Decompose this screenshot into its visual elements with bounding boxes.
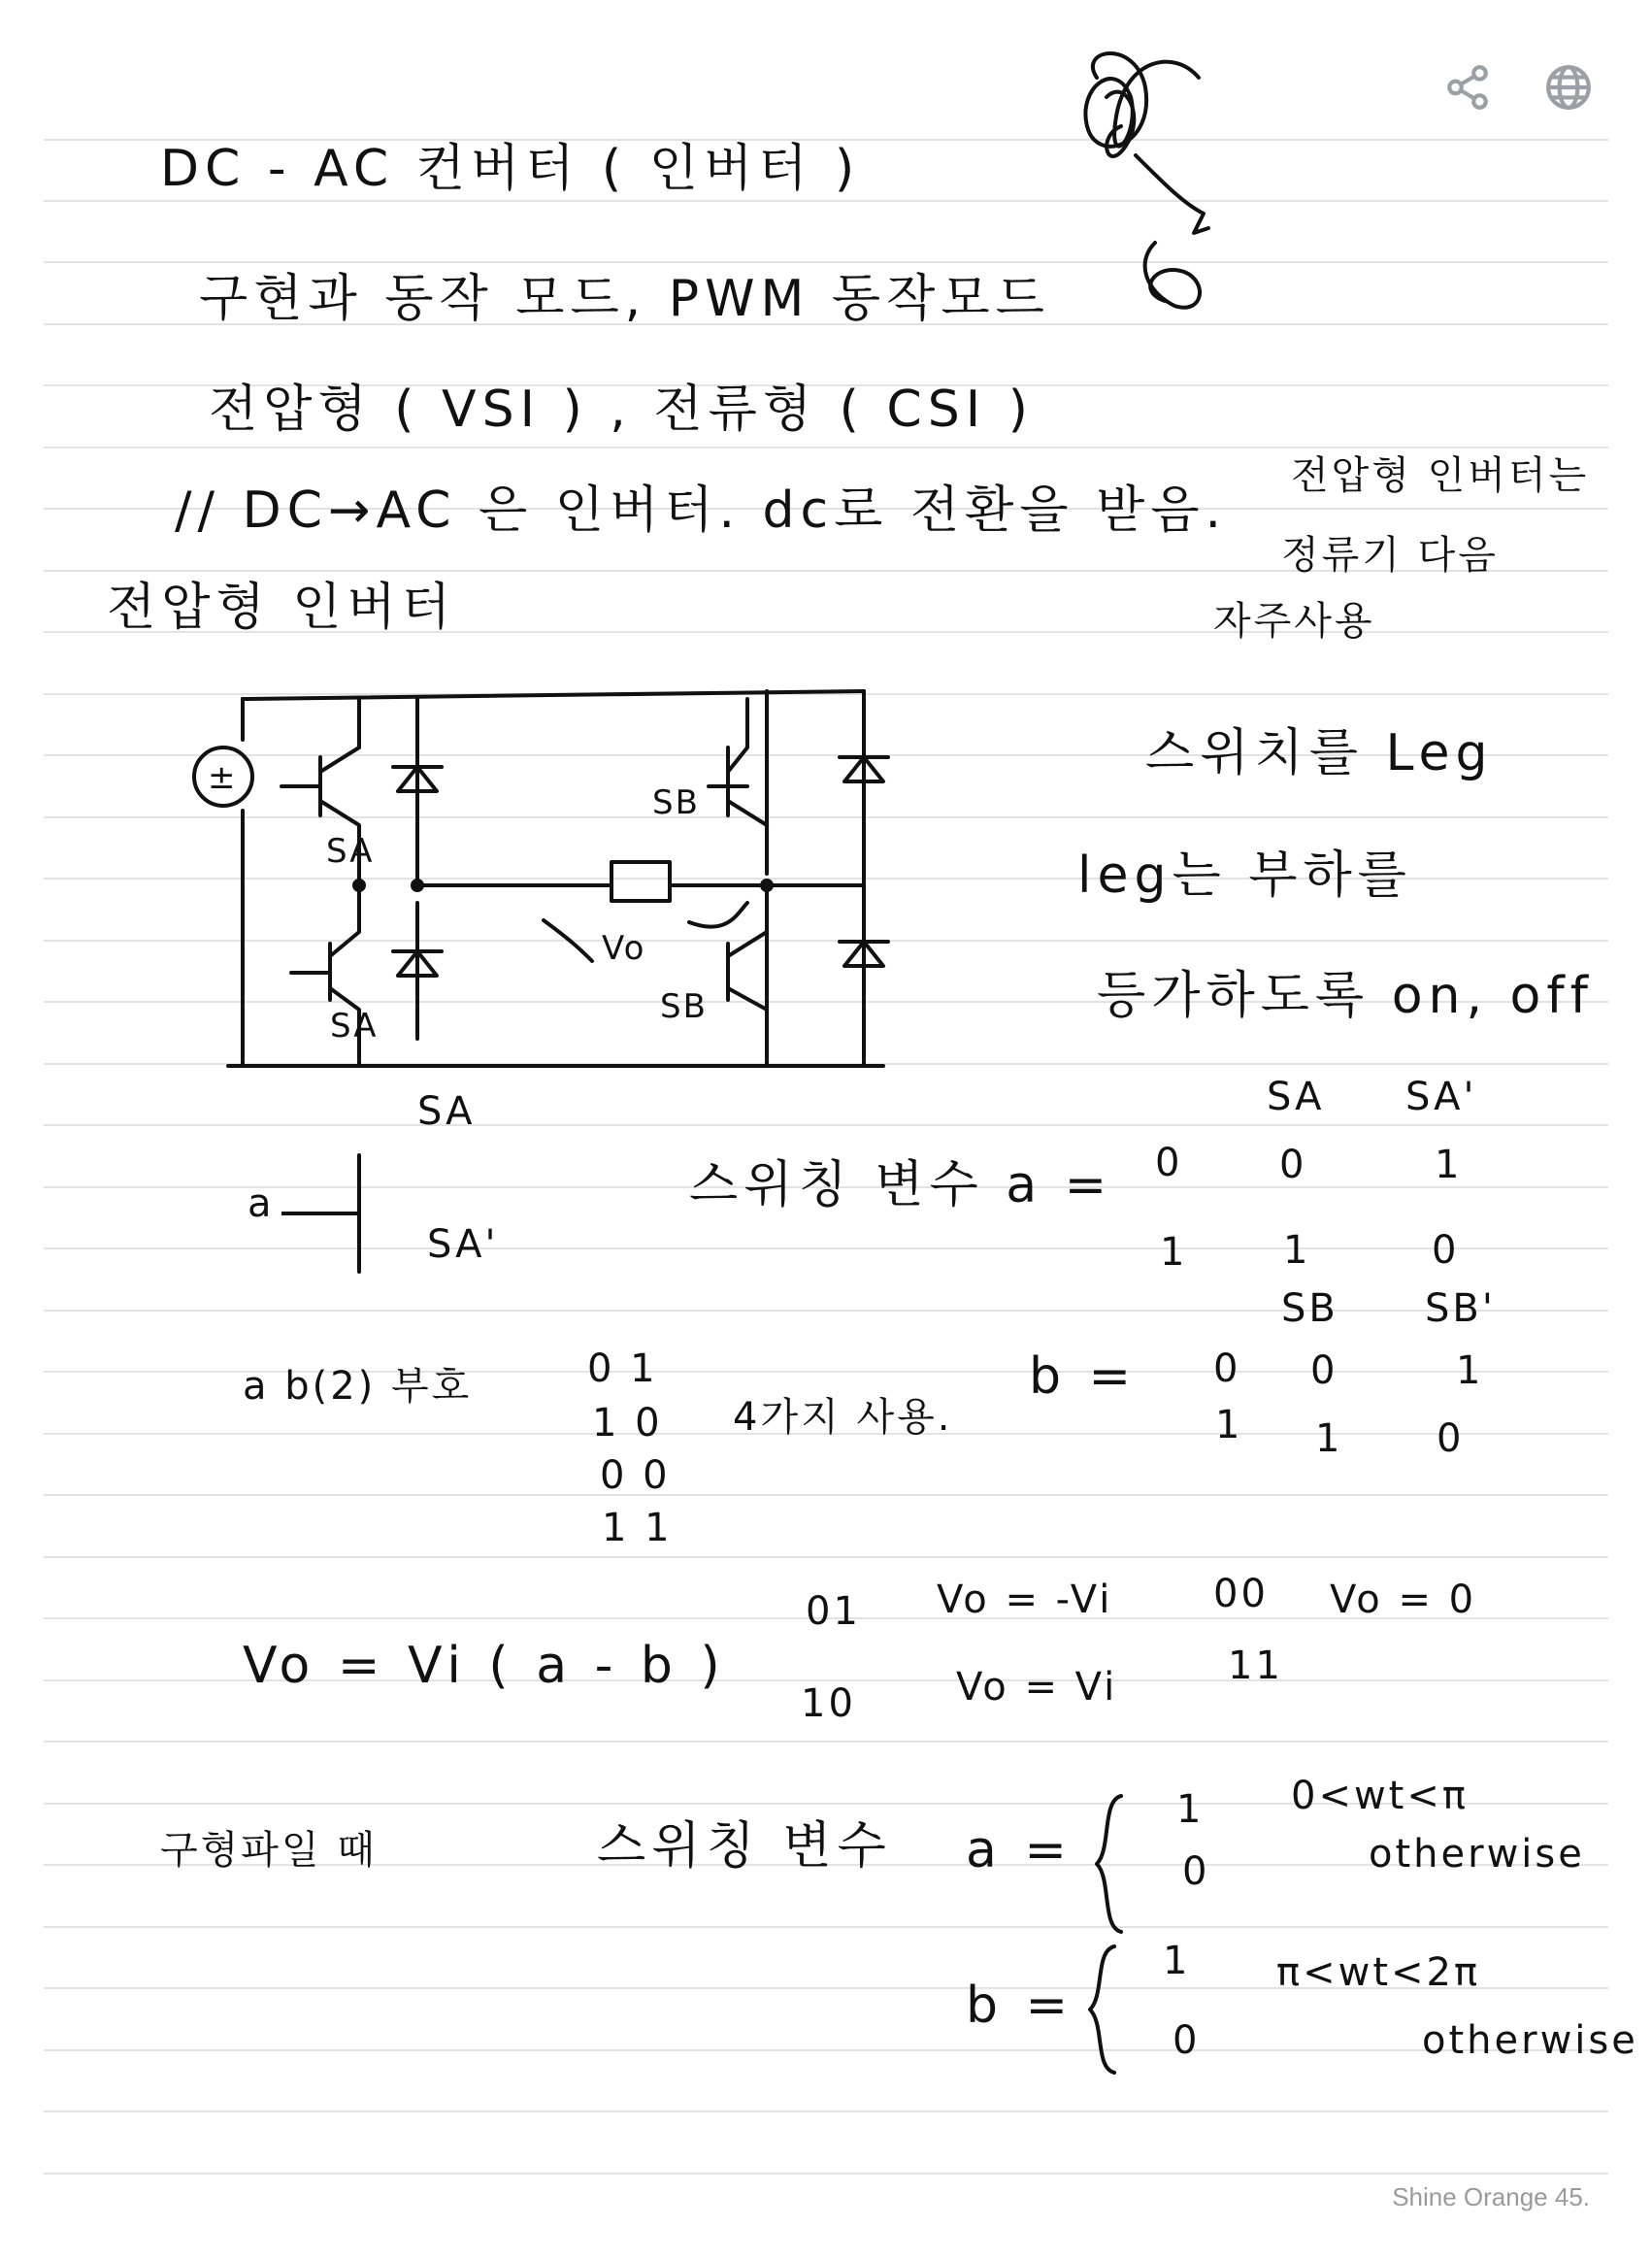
- ab-combo-3: 0 0: [600, 1453, 671, 1498]
- ab-note: 4가지 사용.: [733, 1395, 953, 1440]
- label-sa-top: SA: [326, 832, 375, 871]
- source-symbol: ±: [208, 758, 238, 797]
- side-note-line-3: 자주사용: [1213, 599, 1375, 644]
- impl-b-eq: b =: [966, 1977, 1074, 2035]
- leg-note-2: leg는 부하를: [1077, 847, 1412, 905]
- ab-combo-2: 1 0: [592, 1401, 663, 1445]
- sb-prime-val-0: 1: [1456, 1348, 1484, 1393]
- ab-label: a b(2) 부호: [243, 1364, 473, 1409]
- switch-b-case-1: 1: [1215, 1403, 1243, 1447]
- sb-prime-val-1: 0: [1437, 1416, 1465, 1461]
- impl-b-brace: [1085, 1942, 1124, 2077]
- label-sb-bottom: SB: [660, 987, 708, 1026]
- impl-a-cond-1: 0<wt<π: [1291, 1774, 1469, 1818]
- impl-b-cond-1: π<wt<2π: [1276, 1950, 1481, 1995]
- impl-a-brace: [1092, 1791, 1131, 1937]
- a-sketch-symbol: a: [248, 1181, 275, 1226]
- ab-combo-4: 1 1: [602, 1506, 673, 1550]
- impl-a-val-1: 1: [1176, 1787, 1205, 1832]
- inverter-circuit-diagram: [184, 680, 903, 1078]
- sa-prime-val-1: 0: [1432, 1228, 1460, 1273]
- header-sa: SA: [1267, 1075, 1325, 1119]
- leg-note-3: 등가하도록 on, off: [1097, 967, 1594, 1025]
- converter-types: 전압형 ( VSI ) , 전류형 ( CSI ): [209, 381, 1034, 439]
- side-note-line-1: 전압형 인버터는: [1291, 453, 1590, 498]
- vo-case-00: 00: [1213, 1572, 1269, 1616]
- switch-a-case-0: 0: [1155, 1141, 1183, 1185]
- vo-case-01: 01: [806, 1589, 861, 1634]
- sa-prime-val-0: 1: [1435, 1143, 1463, 1187]
- vo-value-10: Vo = Vi: [956, 1665, 1118, 1710]
- vo-value-01: Vo = -Vi: [937, 1578, 1113, 1622]
- leg-note-1: 스위치를 Leg: [1145, 724, 1494, 782]
- globe-icon: [1544, 63, 1593, 112]
- footer-credit: Shine Orange 45.: [1392, 2182, 1590, 2211]
- sa-prime-sketch-label: SA': [427, 1222, 499, 1267]
- switch-a-label: 스위칭 변수 a =: [689, 1156, 1113, 1214]
- impl-b-val-0: 0: [1173, 2018, 1201, 2063]
- impl-b-val-1: 1: [1163, 1939, 1191, 1983]
- share-button[interactable]: [1440, 60, 1495, 115]
- header-sa-prime: SA': [1405, 1075, 1477, 1119]
- page-title: DC - AC 컨버터 ( 인버터 ): [160, 140, 861, 198]
- impl-a-eq: a =: [966, 1821, 1073, 1879]
- ab-combo-1: 0 1: [587, 1346, 658, 1391]
- top-toolbar: [1440, 60, 1596, 115]
- switch-a-case-1: 1: [1160, 1230, 1188, 1275]
- label-vo: Vo: [602, 929, 646, 968]
- impl-label: 구형파일 때: [160, 1828, 378, 1873]
- impl-a-val-0: 0: [1182, 1849, 1210, 1894]
- scribble-doodle: [1039, 39, 1233, 330]
- impl-a-cond-2: otherwise: [1369, 1832, 1585, 1877]
- sb-val-1: 1: [1315, 1416, 1343, 1461]
- header-sb: SB: [1281, 1286, 1338, 1331]
- vo-formula: Vo = Vi ( a - b ): [243, 1637, 726, 1695]
- section-heading: 전압형 인버터: [107, 579, 456, 637]
- sa-val-0: 0: [1279, 1143, 1307, 1187]
- vo-value-zero: Vo = 0: [1330, 1578, 1477, 1622]
- label-sa-bottom: SA: [330, 1007, 379, 1046]
- share-icon: [1443, 63, 1492, 112]
- switch-b-label: b =: [1029, 1347, 1138, 1406]
- impl-switch-label: 스위칭 변수: [597, 1817, 892, 1876]
- sa-sketch-label: SA: [417, 1089, 476, 1134]
- impl-b-cond-2: otherwise: [1422, 2018, 1638, 2063]
- side-note-line-2: 정류기 다음: [1281, 533, 1499, 578]
- vo-case-11: 11: [1228, 1644, 1283, 1688]
- header-sb-prime: SB': [1425, 1286, 1496, 1331]
- note-line: // DC→AC 은 인버터. dc로 전환을 받음.: [175, 482, 1228, 540]
- a-switch-sketch: [281, 1146, 398, 1281]
- sb-val-0: 0: [1310, 1348, 1338, 1393]
- globe-button[interactable]: [1541, 60, 1596, 115]
- subtitle: 구현과 동작 모드, PWM 동작모드: [199, 270, 1050, 328]
- sa-val-1: 1: [1283, 1228, 1311, 1273]
- switch-b-case-0: 0: [1213, 1346, 1241, 1391]
- label-sb-top: SB: [652, 783, 700, 822]
- vo-case-10: 10: [801, 1681, 856, 1726]
